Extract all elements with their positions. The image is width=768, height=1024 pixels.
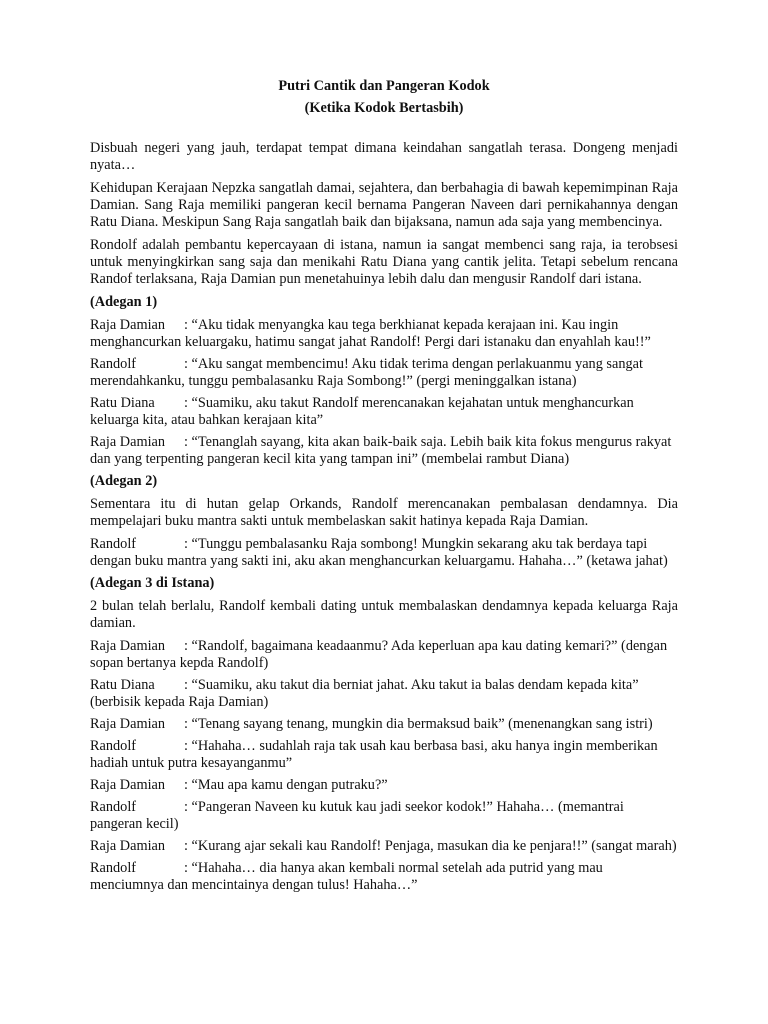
dialog-text: : “Tenanglah sayang, kita akan baik-baik saja. Lebih baik kita fokus mengurus rakyat dan yang terpenting pangeran kecil kita yang tampan ini” (membelai rambut Diana): [90, 434, 672, 467]
dialog-text: : “Randolf, bagaimana keadaanmu? Ada keperluan apa kau dating kemari?” (dengan sopan bertanya kepda Randolf): [90, 638, 668, 671]
scene-heading: (Adegan 1): [90, 294, 158, 310]
dialog-text: : “Hahaha… dia hanya akan kembali normal setelah ada putrid yang mau menciumnya dan mencintainya dengan tulus! Hahaha…”: [90, 860, 603, 893]
dialog-line: [90, 716, 678, 733]
speaker-name: Raja Damian: [90, 716, 166, 732]
dialog-line: [90, 860, 678, 894]
paragraph: 2 bulan telah berlalu, Randolf kembali dating untuk membalaskan dendamnya kepada keluarga Raja damian.: [90, 598, 678, 631]
speaker-name: Raja Damian: [90, 638, 166, 654]
dialog-text: : “Aku sangat membencimu! Aku tidak terima dengan perlakuanmu yang sangat merendahkanku, tunggu pembalasanku Raja Sombong!” (pergi meninggalkan istana): [90, 356, 643, 389]
dialog-line: [90, 738, 678, 772]
paragraph: Disbuah negeri yang jauh, terdapat tempat dimana keindahan sangatlah terasa. Dongeng menjadi nyata…: [90, 140, 678, 173]
dialog-line: [90, 677, 678, 711]
speaker-name: Randolf: [90, 860, 137, 876]
speaker-name: Randolf: [90, 738, 137, 754]
speaker-name: Raja Damian: [90, 777, 166, 793]
dialog-text: : “Suamiku, aku takut dia berniat jahat. Aku takut ia balas dendam kepada kita” (berbisik kepada Raja Damian): [90, 677, 639, 710]
speaker-name: Randolf: [90, 799, 137, 815]
paragraph: Sementara itu di hutan gelap Orkands, Randolf merencanakan pembalasan dendamnya. Dia mempelajari buku mantra sakti untuk membelaskan sakit hatinya kepada Raja Damian.: [90, 496, 678, 529]
dialog-text: : “Mau apa kamu dengan putraku?”: [184, 777, 388, 793]
document-subtitle: (Ketika Kodok Bertasbih): [304, 100, 464, 116]
speaker-name: Raja Damian: [90, 317, 166, 333]
dialog-text: : “Pangeran Naveen ku kutuk kau jadi seekor kodok!” Hahaha… (memantrai pangeran kecil): [90, 799, 624, 832]
dialog-text: : “Aku tidak menyangka kau tega berkhianat kepada kerajaan ini. Kau ingin menghancurkan keluargaku, hatimu sangat jahat Randolf! Pergi dari istanaku dan enyahlah kau!!”: [90, 317, 651, 350]
dialog-line: [90, 838, 678, 855]
speaker-name: Randolf: [90, 356, 137, 372]
paragraph: Kehidupan Kerajaan Nepzka sangatlah damai, sejahtera, dan berbahagia di bawah kepemimpinan Raja Damian. Sang Raja memiliki pangeran kecil bernama Pangeran Naveen dari pernikahannya dengan Ratu Diana. Meskipun Sang Raja sangatlah baik dan bijaksana, namun ada saja yang membencinya.: [90, 180, 678, 230]
speaker-name: Randolf: [90, 536, 137, 552]
dialog-line: [90, 317, 678, 351]
document-title: Putri Cantik dan Pangeran Kodok: [278, 78, 490, 94]
speaker-name: Raja Damian: [90, 434, 166, 450]
dialog-line: [90, 536, 678, 570]
speaker-name: Raja Damian: [90, 838, 166, 854]
document-body: [90, 140, 678, 894]
scene-heading: (Adegan 2): [90, 473, 158, 489]
dialog-text: : “Tunggu pembalasanku Raja sombong! Mungkin sekarang aku tak berdaya tapi dengan buku mantra yang sakti ini, aku akan menghancurkan keluargamu. Hahaha…” (ketawa jahat): [90, 536, 668, 569]
dialog-text: : “Suamiku, aku takut Randolf merencanakan kejahatan untuk menghancurkan keluarga kita, atau bahkan kerajaan kita”: [90, 395, 634, 428]
dialog-text: : “Tenang sayang tenang, mungkin dia bermaksud baik” (menenangkan sang istri): [184, 716, 653, 732]
speaker-name: Ratu Diana: [90, 395, 155, 411]
scene-heading: (Adegan 3 di Istana): [90, 575, 215, 591]
speaker-name: Ratu Diana: [90, 677, 155, 693]
dialog-text: : “Kurang ajar sekali kau Randolf! Penjaga, masukan dia ke penjara!!” (sangat marah): [184, 838, 677, 854]
dialog-line: [90, 777, 678, 794]
dialog-line: [90, 395, 678, 429]
dialog-line: [90, 638, 678, 672]
dialog-line: [90, 799, 678, 833]
dialog-line: [90, 356, 678, 390]
dialog-line: [90, 434, 678, 468]
dialog-text: : “Hahaha… sudahlah raja tak usah kau berbasa basi, aku hanya ingin memberikan hadiah untuk putra kesayanganmu”: [90, 738, 658, 771]
paragraph: Rondolf adalah pembantu kepercayaan di istana, namun ia sangat membenci sang raja, ia terobsesi untuk menyingkirkan sang saja dan menikahi Ratu Diana yang cantik jelita. Tetapi sebelum rencana Randof terlaksana, Raja Damian pun menetahuinya lebih dalu dan mengusir Randolf dari istana.: [90, 237, 678, 287]
